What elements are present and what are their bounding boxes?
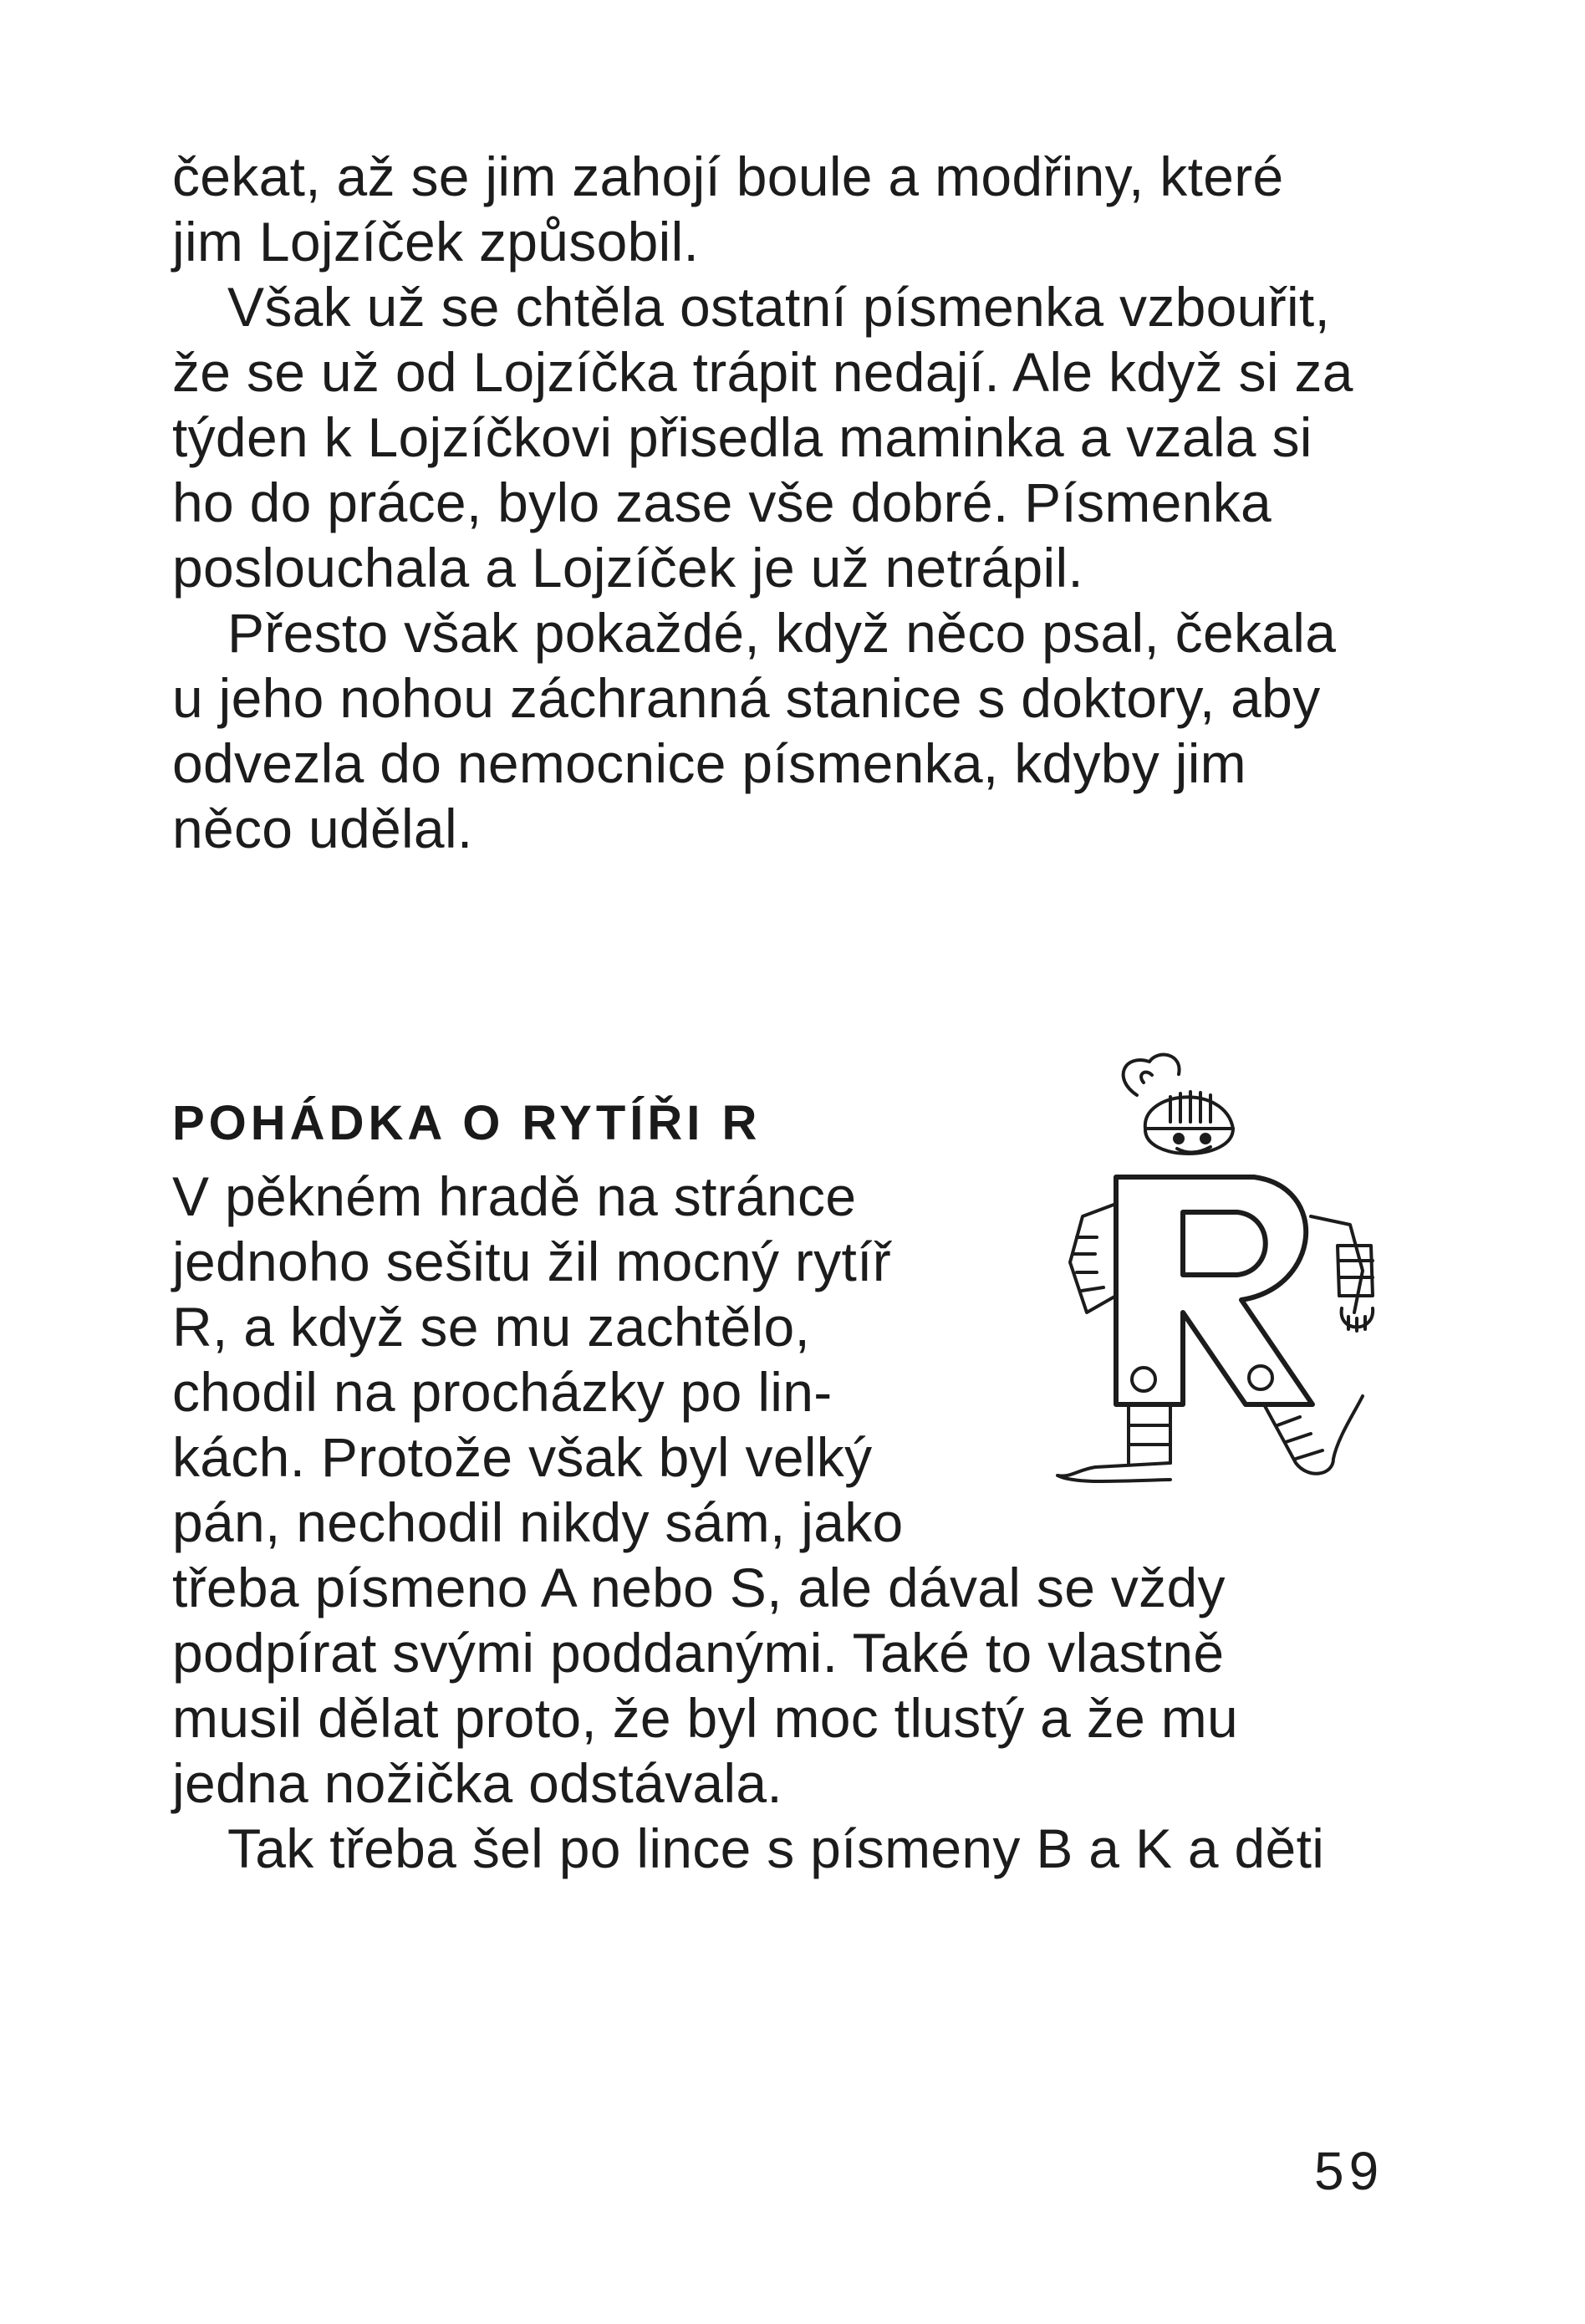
text-line: čekat, až se jim zahojí boule a modřiny, které [172,145,1284,207]
text-line: pán, nechodil nikdy sám, jako [172,1491,904,1553]
knight-letter-r-icon [1045,1045,1413,1496]
text-line: podpírat svými poddanými. Také to vlastně [172,1622,1225,1684]
text-line: jim Lojzíček způsobil. [172,211,700,273]
text-line: jedna nožička odstávala. [172,1752,783,1814]
text-line: musil dělat proto, že byl moc tlustý a že mu [172,1687,1239,1749]
text-line: odvezla do nemocnice písmenka, kdyby jim [172,732,1246,794]
text-line: Přesto však pokaždé, když něco psal, čekala [227,602,1337,664]
page-number: 59 [1314,2141,1384,2201]
text-line: poslouchala a Lojzíček je už netrápil. [172,537,1084,599]
text-line: něco udělal. [172,798,473,859]
story-title: POHÁDKA O RYTÍŘI R [172,1096,762,1151]
text-line: ho do práce, bylo zase vše dobré. Písmenka [172,471,1272,533]
text-line: že se už od Lojzíčka trápit nedají. Ale když si za [172,341,1353,403]
text-line: Tak třeba šel po lince s písmeny B a K a děti [227,1817,1325,1879]
text-line: třeba písmeno A nebo S, ale dával se vždy [172,1557,1226,1618]
text-line: chodil na procházky po lin- [172,1361,833,1423]
text-line: V pěkném hradě na stránce [172,1165,857,1227]
text-line: Však už se chtěla ostatní písmenka vzbouřit, [227,276,1331,338]
text-line: jednoho sešitu žil mocný rytíř [172,1231,892,1292]
text-line: kách. Protože však byl velký [172,1426,873,1488]
text-line: u jeho nohou záchranná stanice s doktory, aby [172,667,1321,729]
text-line: týden k Lojzíčkovi přisedla maminka a vzala si [172,406,1312,468]
text-line: R, a když se mu zachtělo, [172,1296,811,1358]
